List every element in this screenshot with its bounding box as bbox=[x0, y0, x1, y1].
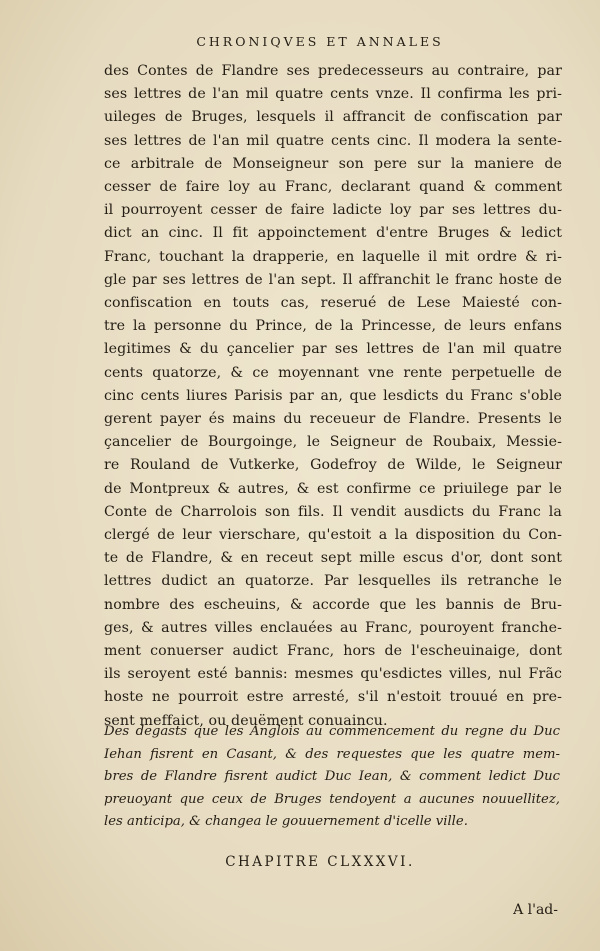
body-line: cinc cents liures Parisis par an, que lesdicts du Franc s'oble bbox=[104, 387, 562, 404]
body-line: re Rouland de Vutkerke, Godefroy de Wilde, le Seigneur bbox=[104, 457, 562, 474]
summary-line: preuoyant que ceux de Bruges tendoyent a aucunes nouuellitez, bbox=[104, 791, 560, 807]
body-line: cesser de faire loy au Franc, declarant quand & comment bbox=[104, 179, 562, 196]
body-line: dict an cinc. Il fit appoinctement d'entre Bruges & ledict bbox=[104, 225, 562, 242]
body-line: ses lettres de l'an mil quatre cents cinc. Il modera la sente- bbox=[104, 132, 562, 149]
body-line: gerent payer és mains du receueur de Flandre. Presents le bbox=[104, 411, 562, 428]
body-line: ils seroyent esté bannis: mesmes qu'esdictes villes, nul Frãc bbox=[104, 666, 562, 683]
body-line: çancelier de Bourgoinge, le Seigneur de Roubaix, Messie- bbox=[104, 434, 562, 451]
body-line: sent meffaict, ou deuëment conuaincu. bbox=[104, 712, 388, 729]
body-line: confiscation en touts cas, reserué de Lese Maiesté con- bbox=[104, 295, 562, 312]
body-line: nombre des escheuins, & accorde que les bannis de Bru- bbox=[104, 596, 562, 613]
body-line: ges, & autres villes enclauées au Franc, pouroyent franche- bbox=[104, 619, 562, 636]
body-line: hoste ne pourroit estre arresté, s'il n'estoit trouué en pre- bbox=[104, 689, 562, 706]
body-line: legitimes & du çancelier par ses lettres de l'an mil quatre bbox=[104, 341, 562, 358]
body-line: Conte de Charrolois son fils. Il vendit ausdicts du Franc la bbox=[104, 503, 562, 520]
body-line: ses lettres de l'an mil quatre cents vnze. Il confirma les pri- bbox=[104, 86, 562, 103]
body-line: ment conuerser audict Franc, hors de l'escheuinaige, dont bbox=[104, 643, 562, 660]
body-line: gle par ses lettres de l'an sept. Il affranchit le franc hoste de bbox=[104, 271, 562, 288]
chapter-summary bbox=[104, 721, 560, 834]
body-line: lettres dudict an quatorze. Par lesquelles ils retranche le bbox=[104, 573, 562, 590]
body-line: uileges de Bruges, lesquels il affrancit de confiscation par bbox=[104, 109, 562, 126]
summary-line: Iehan fisrent en Casant, & des requestes que les quatre mem- bbox=[104, 746, 560, 762]
body-line: il pourroyent cesser de faire ladicte loy par ses lettres du- bbox=[104, 202, 562, 219]
body-line: ce arbitrale de Monseigneur son pere sur la maniere de bbox=[104, 155, 562, 172]
body-line: cents quatorze, & ce moyennant vne rente perpetuelle de bbox=[104, 364, 562, 381]
body-text bbox=[104, 60, 562, 733]
summary-line: Des degasts que les Anglois au commencement du regne du Duc bbox=[104, 724, 560, 739]
body-line: te de Flandre, & en receut sept mille escus d'or, dont sont bbox=[104, 550, 562, 567]
body-line: des Contes de Flandre ses predecesseurs au contraire, par bbox=[104, 63, 562, 79]
body-line: de Montpreux & autres, & est confirme ce priuilege par le bbox=[104, 480, 562, 497]
running-head: CHRONIQVES ET ANNALES bbox=[196, 34, 444, 49]
catchword: A l'ad- bbox=[513, 902, 558, 918]
summary-line: bres de Flandre fisrent audict Duc Iean, & comment ledict Duc bbox=[104, 769, 560, 785]
summary-line: les anticipa, & changea le gouuernement d'icelle ville. bbox=[104, 814, 468, 830]
body-line: clergé de leur vierschare, qu'estoit a la disposition du Con- bbox=[104, 527, 562, 544]
body-line: Franc, touchant la drapperie, en laquelle il mit ordre & ri- bbox=[104, 248, 562, 265]
chapter-heading: CHAPITRE CLXXXVI. bbox=[225, 854, 415, 870]
body-line: tre la personne du Prince, de la Princesse, de leurs enfans bbox=[104, 318, 562, 335]
